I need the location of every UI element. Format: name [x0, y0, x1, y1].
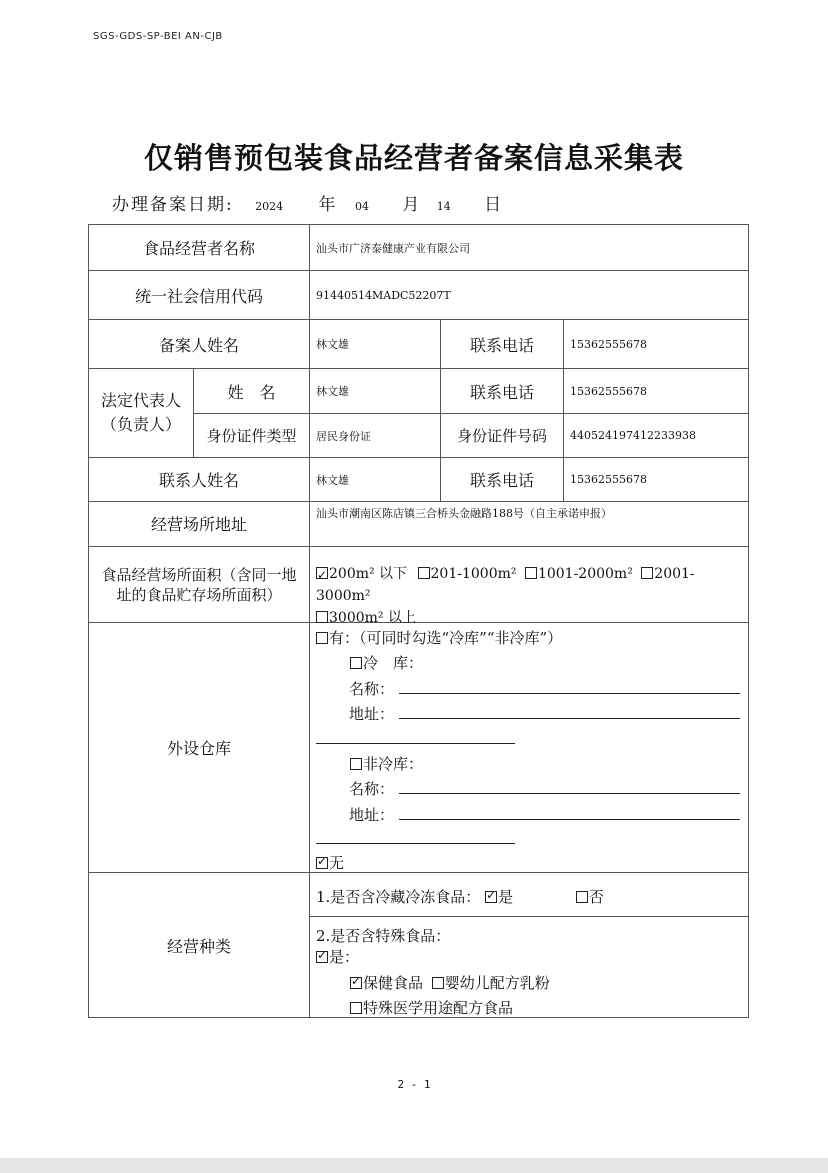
- warehouse-has-option[interactable]: 有：（可同时勾选“冷库”“非冷库”）: [316, 627, 562, 648]
- date-month: 04: [354, 200, 369, 213]
- checkbox-icon: [316, 567, 328, 579]
- medical-food-option[interactable]: 特殊医学用途配方食品: [350, 997, 513, 1018]
- filer-phone-label: 联系电话: [469, 335, 534, 355]
- contact-phone-value: 15362555678: [570, 473, 647, 486]
- checkbox-icon: [316, 951, 328, 963]
- noncold-address-field-line2[interactable]: [316, 843, 515, 844]
- address-value: 汕头市潮南区陈店镇三合桥头金融路188号（自主承诺申报）: [316, 507, 612, 520]
- credit-code-value: 91440514MADC52207T: [316, 288, 451, 302]
- operator-name-label: 食品经营者名称: [142, 239, 255, 258]
- health-food-option[interactable]: ✓保健食品: [350, 974, 423, 992]
- operator-name-value: 汕头市广济泰健康产业有限公司: [316, 241, 470, 255]
- cold-address-field[interactable]: [399, 718, 740, 719]
- date-label: 办理备案日期:: [112, 195, 234, 215]
- checkbox-icon: [641, 567, 653, 579]
- page-number: 2 - 1: [397, 1078, 431, 1091]
- area-option-2[interactable]: 201-1000m²: [418, 566, 517, 582]
- contact-name-value: 林文雄: [316, 473, 349, 487]
- warehouse-noncold-option[interactable]: 非冷库：: [350, 753, 423, 774]
- page-edge: [0, 1158, 828, 1173]
- noncold-address-label: 地址：: [349, 806, 395, 824]
- checkbox-icon: [316, 857, 328, 869]
- id-type-value: 居民身份证: [316, 429, 371, 443]
- page-title: 仅销售预包装食品经营者备案信息采集表: [143, 141, 684, 175]
- infant-formula-option[interactable]: 婴幼儿配方乳粉: [432, 974, 550, 992]
- noncold-address-field[interactable]: [399, 819, 740, 820]
- legal-rep-name-value: 林文雄: [316, 385, 349, 398]
- date-year-unit: 年: [318, 195, 336, 215]
- date-year: 2024: [255, 200, 284, 213]
- checkbox-icon: [350, 758, 362, 770]
- checkbox-icon: [418, 567, 430, 579]
- legal-rep-label: 法定代表人（负责人）: [100, 391, 181, 434]
- cold-name-field[interactable]: [399, 693, 740, 694]
- special-food-question: 2.是否含特殊食品：: [316, 927, 451, 945]
- warehouse-none-option[interactable]: ✓无: [316, 852, 344, 873]
- checkbox-icon: [316, 611, 328, 623]
- noncold-name-label: 名称：: [349, 780, 395, 798]
- filer-name-label: 备案人姓名: [158, 335, 239, 355]
- checkbox-icon: [350, 657, 362, 669]
- filer-name-value: 林文雄: [316, 338, 349, 351]
- area-option-5[interactable]: 3000m² 以上: [316, 610, 416, 626]
- id-number-label: 身份证件号码: [456, 427, 547, 445]
- id-type-label: 身份证件类型: [206, 427, 297, 445]
- frozen-no-option[interactable]: 否: [576, 888, 604, 906]
- id-number-value: 440524197412233938: [570, 429, 696, 442]
- frozen-question: 1.是否含冷藏冷冻食品： ✓ 是 否: [316, 886, 604, 907]
- legal-rep-name-label: 姓 名: [227, 382, 276, 402]
- contact-name-label: 联系人姓名: [158, 471, 239, 490]
- checkbox-icon: [576, 891, 588, 903]
- area-option-4[interactable]: 2001-3000m²: [316, 566, 695, 604]
- filing-date: [112, 190, 501, 215]
- area-option-3[interactable]: 1001-2000m²: [525, 566, 633, 582]
- noncold-name-field[interactable]: [399, 793, 740, 794]
- contact-phone-label: 联系电话: [469, 471, 534, 490]
- checkbox-icon: [432, 977, 444, 989]
- document-code: SGS-GDS-SP-BEI AN-CJB: [93, 31, 223, 42]
- credit-code-label: 统一社会信用代码: [134, 286, 263, 306]
- filer-phone-value: 15362555678: [570, 337, 647, 351]
- checkbox-icon: [316, 632, 328, 644]
- date-day: 14: [436, 200, 451, 213]
- area-label: 食品经营场所面积（含同一地址的食品贮存场所面积）: [101, 565, 297, 604]
- cold-address-label: 地址：: [349, 705, 395, 723]
- frozen-yes-option[interactable]: ✓ 是: [485, 888, 513, 906]
- checkbox-icon: [525, 567, 537, 579]
- legal-rep-phone-label: 联系电话: [469, 382, 534, 402]
- warehouse-cold-option[interactable]: 冷 库：: [350, 652, 423, 673]
- cold-address-field-line2[interactable]: [316, 743, 515, 744]
- category-label: 经营种类: [166, 936, 231, 956]
- legal-rep-phone-value: 15362555678: [570, 384, 647, 398]
- special-food-types: [350, 972, 550, 993]
- checkbox-icon: [350, 977, 362, 989]
- area-options: [316, 563, 746, 629]
- area-option-1[interactable]: ✓200m² 以下: [316, 566, 407, 582]
- checkbox-icon: [350, 1002, 362, 1014]
- address-label: 经营场所地址: [150, 515, 247, 534]
- special-yes-option[interactable]: ✓是：: [316, 946, 359, 967]
- date-day-unit: 日: [484, 195, 502, 215]
- cold-name-label: 名称：: [349, 680, 395, 698]
- date-month-unit: 月: [402, 195, 420, 215]
- warehouse-label: 外设仓库: [166, 739, 231, 758]
- checkbox-icon: [485, 891, 497, 903]
